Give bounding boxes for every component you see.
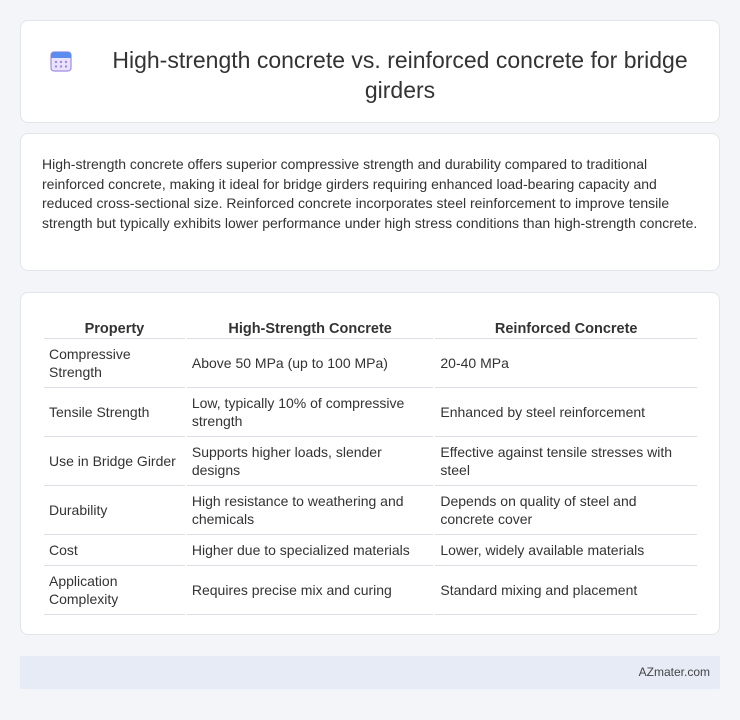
- table-row: [44, 535, 697, 566]
- table-cell: 20-40 MPa: [435, 339, 697, 388]
- table-row: [44, 388, 697, 437]
- table-cell: Tensile Strength: [44, 388, 185, 437]
- table-row: [44, 566, 697, 615]
- header-high-strength: High-Strength Concrete: [187, 313, 434, 339]
- table-row: [44, 437, 697, 486]
- table-cell: Higher due to specialized materials: [187, 535, 434, 566]
- page-title: High-strength concrete vs. reinforced concrete for bridge girders: [112, 47, 688, 103]
- table-row: [44, 486, 697, 535]
- footer-brand: AZmater.com: [638, 665, 710, 679]
- table-cell: Cost: [44, 535, 185, 566]
- table-cell: Application Complexity: [44, 566, 185, 615]
- table-cell: Compressive Strength: [44, 339, 185, 388]
- table-cell: Durability: [44, 486, 185, 535]
- summary-text: High-strength concrete offers superior compressive strength and durability compared to traditional reinforced concrete, making it ideal for bridge girders requiring enhanced load-bearing capacity and reduced cross-sectional size. Reinforced concrete incorporates steel reinforcement to improve tensile strength but typically exhibits lower performance under high stress conditions than high-strength concrete.: [42, 156, 698, 231]
- title-card: [20, 20, 720, 123]
- table-cell: Effective against tensile stresses with steel: [435, 437, 697, 486]
- calendar-icon: [49, 49, 73, 73]
- table-cell: Use in Bridge Girder: [44, 437, 185, 486]
- footer-bar: [20, 656, 720, 689]
- table-cell: Lower, widely available materials: [435, 535, 697, 566]
- title-wrap: [21, 45, 719, 105]
- table-row: [44, 339, 697, 388]
- header-property: Property: [44, 313, 185, 339]
- table-cell: Depends on quality of steel and concrete cover: [435, 486, 697, 535]
- table-cell: Standard mixing and placement: [435, 566, 697, 615]
- table-cell: Low, typically 10% of compressive strength: [187, 388, 434, 437]
- header-reinforced: Reinforced Concrete: [435, 313, 697, 339]
- table-cell: Above 50 MPa (up to 100 MPa): [187, 339, 434, 388]
- table-cell: Requires precise mix and curing: [187, 566, 434, 615]
- table-cell: Supports higher loads, slender designs: [187, 437, 434, 486]
- comparison-table: [42, 313, 699, 615]
- table-cell: High resistance to weathering and chemicals: [187, 486, 434, 535]
- table-header-row: [44, 313, 697, 339]
- table-cell: Enhanced by steel reinforcement: [435, 388, 697, 437]
- summary-card: [20, 133, 720, 271]
- comparison-card: [20, 292, 720, 635]
